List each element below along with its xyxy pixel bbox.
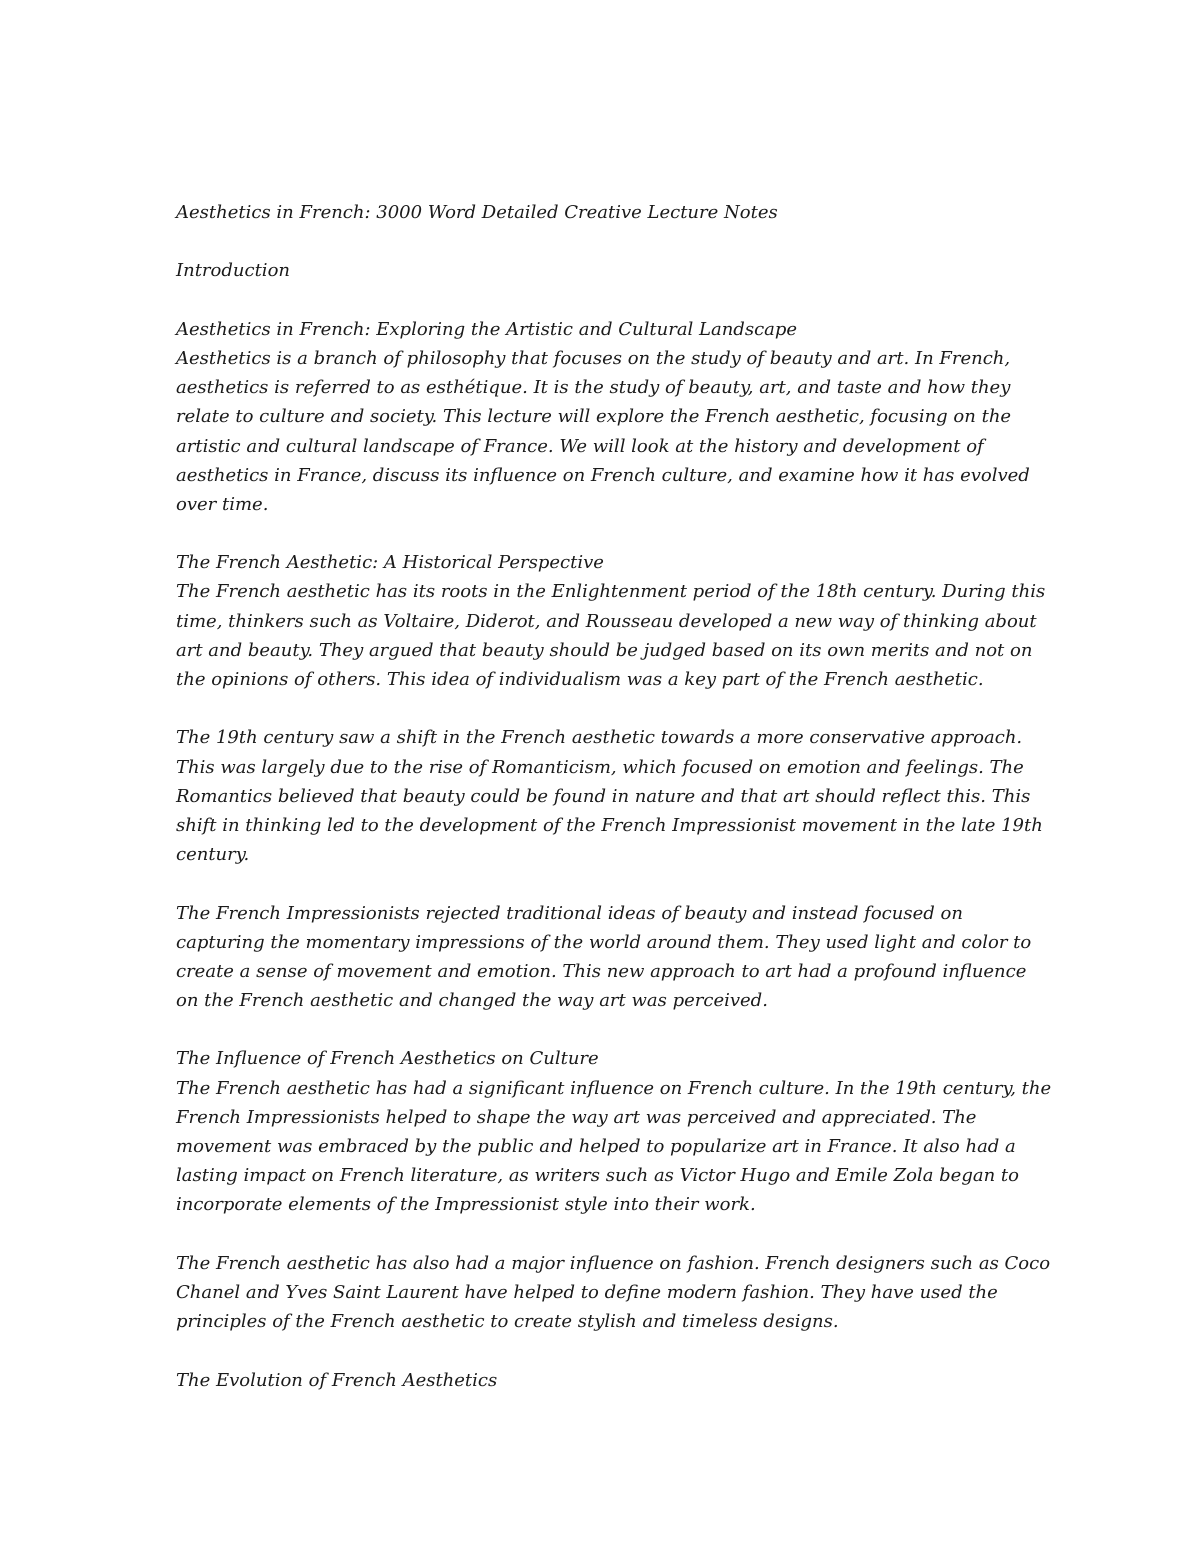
paragraph-line: The French aesthetic has also had a major influence on fashion. French designers such as Coco — [176, 1252, 1051, 1274]
paragraph-line: on the French aesthetic and changed the way art was perceived. — [176, 990, 768, 1012]
paragraph-line: century. — [176, 844, 250, 866]
paragraph-line: Aesthetics is a branch of philosophy that focuses on the study of beauty and art. In French, — [176, 347, 1011, 369]
paragraph-line: aesthetics in France, discuss its influence on French culture, and examine how it has evolved — [176, 464, 1030, 486]
paragraph-line: The 19th century saw a shift in the French aesthetic towards a more conservative approach. — [176, 727, 1023, 749]
paragraph-line: capturing the momentary impressions of the world around them. They used light and color to — [176, 931, 1032, 953]
paragraph-line: The French aesthetic has had a significant influence on French culture. In the 19th century, the — [176, 1077, 1052, 1099]
paragraph-line: art and beauty. They argued that beauty should be judged based on its own merits and not on — [176, 639, 1033, 661]
document-title: Aesthetics in French: 3000 Word Detailed Creative Lecture Notes — [176, 202, 778, 223]
section-heading: The Influence of French Aesthetics on Culture — [176, 1048, 599, 1070]
paragraph-line: lasting impact on French literature, as writers such as Victor Hugo and Emile Zola began to — [176, 1165, 1019, 1187]
paragraph-line: create a sense of movement and emotion. This new approach to art had a profound influence — [176, 960, 1027, 982]
paragraph-line: the opinions of others. This idea of individualism was a key part of the French aesthetic. — [176, 669, 984, 690]
spacer — [176, 286, 1036, 315]
paragraph-line: artistic and cultural landscape of France. We will look at the history and development of — [176, 435, 984, 457]
spacer — [176, 519, 1036, 548]
paragraph-line: time, thinkers such as Voltaire, Diderot, and Rousseau developed a new way of thinking about — [176, 610, 1037, 632]
paragraph-line: incorporate elements of the Impressionist style into their work. — [176, 1194, 756, 1216]
paragraph-line: movement was embraced by the public and helped to popularize art in France. It also had a — [176, 1136, 1016, 1157]
section-heading: Aesthetics in French: Exploring the Artistic and Cultural Landscape — [176, 318, 798, 340]
spacer — [176, 1015, 1036, 1044]
paragraph-line: Chanel and Yves Saint Laurent have helped to define modern fashion. They have used the — [176, 1281, 998, 1303]
spacer — [176, 694, 1036, 723]
section-heading: The French Aesthetic: A Historical Perspective — [176, 552, 604, 574]
paragraph-line: shift in thinking led to the development of the French Impressionist movement in the late 19th — [176, 814, 1043, 836]
paragraph-line: relate to culture and society. This lecture will explore the French aesthetic, focusing on the — [176, 406, 1012, 428]
paragraph-line: principles of the French aesthetic to create stylish and timeless designs. — [176, 1311, 839, 1333]
paragraph-line: French Impressionists helped to shape the way art was perceived and appreciated. The — [176, 1106, 977, 1128]
paragraph-line: The French Impressionists rejected traditional ideas of beauty and instead focused on — [176, 902, 963, 924]
intro-heading: Introduction — [176, 260, 290, 282]
paragraph-line: Romantics believed that beauty could be found in nature and that art should reflect this. This — [176, 785, 1031, 807]
paragraph-line: over time. — [176, 493, 269, 515]
spacer — [176, 1220, 1036, 1249]
section-heading: The Evolution of French Aesthetics — [176, 1369, 498, 1391]
paragraph-line: aesthetics is referred to as esthétique. It is the study of beauty, art, and taste and how they — [176, 377, 1011, 399]
paragraph-line: The French aesthetic has its roots in the Enlightenment period of the 18th century. During this — [176, 581, 1046, 603]
spacer — [176, 1336, 1036, 1365]
spacer — [176, 227, 1036, 256]
paragraph-line: This was largely due to the rise of Romanticism, which focused on emotion and feelings. The — [176, 756, 1024, 778]
document-body — [176, 198, 1052, 1395]
spacer — [176, 869, 1036, 898]
